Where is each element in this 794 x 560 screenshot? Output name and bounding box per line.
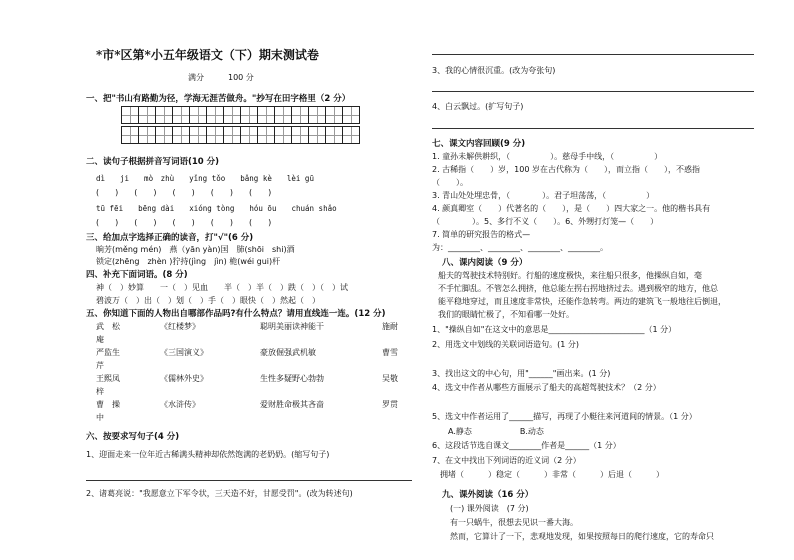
pinyin-row-1: dì ji mò zhù yǐng tǒo bǎng kè lèi gū — [96, 174, 314, 183]
section-7-heading: 七、课文内容回顾(9 分) — [432, 139, 526, 149]
recall-line[interactable]: 7. 简单的研究报告的格式— — [432, 230, 531, 239]
full-score: 满分 100 分 — [188, 73, 254, 82]
grid-cell[interactable] — [121, 106, 139, 124]
left-column — [82, 0, 412, 560]
answer-line[interactable] — [432, 54, 754, 55]
recall-line[interactable]: 1. 童孙未解供耕织，（ ）。慈母手中线，（ ） — [432, 152, 663, 161]
recall-line[interactable]: 4. 颜真卿室（ ）代著名的（ ），是（ ）四大家之一。他的楷书具有 — [432, 204, 711, 213]
pinyin-row-2: tū fēi bēng dài xióng tòng hóu ōu chuán shǎo — [96, 204, 337, 213]
grid-cell[interactable] — [138, 126, 156, 144]
match-trait[interactable]: 豪放倔强武机敏 — [260, 348, 316, 357]
grid-cell[interactable] — [206, 106, 224, 124]
grid-cell[interactable] — [291, 126, 309, 144]
section-1-heading: 一、把"书山有路勤为径，学海无涯苦做舟。"抄写在田字格里（2 分） — [86, 94, 351, 104]
reading-question[interactable]: 2、用选文中划线的关联词语造句。(1 分) — [432, 339, 579, 349]
grid-cell[interactable] — [325, 126, 343, 144]
extracurricular-paragraph-2: 然而，它算计了一下，悲观地发现，如果按照每日的爬行速度，它的寿命只 — [450, 532, 714, 541]
grid-cell[interactable] — [342, 106, 360, 124]
exam-title: *市*区第*小五年级语文（下）期末测试卷 — [96, 48, 319, 62]
match-work[interactable]: 《红楼梦》 — [160, 322, 200, 331]
tianzige-grid[interactable] — [122, 106, 360, 124]
grid-cell[interactable] — [325, 106, 343, 124]
tianzige-grid-row2[interactable] — [122, 126, 360, 144]
grid-cell[interactable] — [155, 106, 173, 124]
match-author[interactable]: 罗贯 — [382, 400, 398, 409]
reading-question[interactable]: 3、找出这文的中心句，用"______"画出来。(1 分) — [432, 368, 611, 378]
grid-cell[interactable] — [223, 106, 241, 124]
grid-cell[interactable] — [257, 126, 275, 144]
grid-cell[interactable] — [206, 126, 224, 144]
match-author[interactable]: 施耐 — [382, 322, 398, 331]
grid-cell[interactable] — [155, 126, 173, 144]
extracurricular-subheading: (一) 课外阅读 (7 分) — [450, 504, 529, 513]
section-6-heading: 六、按要求写句子(4 分) — [86, 432, 180, 442]
recall-line[interactable]: 为：________、________、________、________。 — [432, 243, 608, 252]
match-person[interactable]: 庵 — [96, 335, 104, 344]
section-5-heading: 五、你知道下面的人物出自哪部作品吗?有什么特点？请用直线连一连。(12 分) — [86, 309, 386, 319]
right-column — [428, 0, 758, 560]
answer-line[interactable] — [432, 128, 754, 129]
answer-blanks-row-2[interactable]: ( ) ( ) ( ) ( ) ( ) — [96, 218, 272, 227]
grid-cell[interactable] — [172, 126, 190, 144]
match-author[interactable]: 吴敬 — [382, 374, 398, 383]
match-person[interactable]: 芹 — [96, 361, 104, 370]
grid-cell[interactable] — [189, 106, 207, 124]
passage-line: 船夫的驾驶技术特别好。行船的速度极快，来往船只很多，他操纵自如，毫 — [438, 271, 702, 280]
passage-line: 不手忙脚乱。不管怎么拥挤，他总能左拐右拐地挤过去。遇到极窄的地方，他总 — [438, 284, 718, 293]
reading-question[interactable]: 6、这段话节选自课文________作者是______（1 分） — [432, 441, 621, 450]
section-3-heading: 三、给加点字选择正确的读音，打"√"(6 分) — [86, 233, 254, 243]
reading-question[interactable]: 5、选文中作者运用了______描写，再现了小艇往来河道间的情景。（1 分） — [432, 412, 697, 421]
grid-cell[interactable] — [189, 126, 207, 144]
match-person[interactable]: 武 松 — [96, 322, 120, 331]
grid-cell[interactable] — [138, 106, 156, 124]
recall-line[interactable]: （ ）。5、多行不义（ ）。6、外甥打灯笼—（ ） — [432, 217, 659, 226]
grid-cell[interactable] — [172, 106, 190, 124]
extracurricular-paragraph-1: 有一只蜗牛，很想去见识一番大海。 — [450, 518, 578, 527]
grid-cell[interactable] — [274, 126, 292, 144]
sentence-task-1: 1、迎面走来一位年近古稀满头精神却依然饱满的老奶奶。(缩写句子) — [86, 450, 330, 459]
grid-cell[interactable] — [291, 106, 309, 124]
idiom-line-1[interactable]: 神（ ）妙算 一（ ）见血 半（ ）半（ ）跌（ ）（ ）试 — [96, 283, 348, 292]
match-author[interactable]: 曹雪 — [382, 348, 398, 357]
match-work[interactable]: 《三国演义》 — [160, 348, 208, 357]
recall-line[interactable]: 3. 青山处处埋忠骨，（ ）。君子坦荡荡，（ ） — [432, 191, 655, 200]
idiom-line-2[interactable]: 碧波万（ ）出（ ）划（ ）手（ ）眼快（ ）然起（ ） — [96, 296, 320, 305]
match-person[interactable]: 曹 操 — [96, 400, 120, 409]
passage-line: 我们的眼睛忙极了，不知看哪一处好。 — [438, 310, 574, 319]
recall-line[interactable]: 2. 古稀指（ ）岁，100 岁在古代称为（ ），而立指（ ），不惑指 — [432, 165, 700, 174]
match-person[interactable]: 严监生 — [96, 348, 120, 357]
grid-cell[interactable] — [240, 126, 258, 144]
reading-question[interactable]: 1、"操纵自如"在这文中的意思是________________________（1 分） — [432, 325, 677, 334]
grid-cell[interactable] — [223, 126, 241, 144]
passage-line: 能平稳地穿过，而且速度非常快，还能作急转弯。两边的建筑飞一般地往后倒退， — [438, 297, 726, 306]
reading-question[interactable]: 7、在文中找出下列词语的近义词（2 分） — [432, 455, 581, 465]
reading-question[interactable]: A.静态 B.动态 — [432, 426, 544, 436]
section-4-heading: 四、补充下面词语。(8 分) — [86, 270, 188, 280]
pronunciation-line-1: 晌芳(měng mén) 燕（yān yàn)国 肺(shōi shi)酒 — [96, 245, 295, 254]
section-2-heading: 二、读句子根据拼音写词语(10 分) — [86, 157, 220, 167]
grid-cell[interactable] — [257, 106, 275, 124]
section-8-heading: 八、课内阅读（9 分） — [442, 258, 528, 268]
answer-line[interactable] — [86, 480, 412, 481]
grid-cell[interactable] — [121, 126, 139, 144]
grid-cell[interactable] — [308, 106, 326, 124]
match-person[interactable]: 王熙凤 — [96, 374, 120, 383]
pronunciation-line-2: 锁定(zhēng zhèn )狞持(jìng jìn) 桅(wéi gui)杆 — [96, 257, 281, 266]
grid-cell[interactable] — [274, 106, 292, 124]
grid-cell[interactable] — [342, 126, 360, 144]
sentence-task-2: 2、诸葛亮说："我愿意立下军令状，三天造不好，甘愿受罚"。(改为转述句) — [86, 489, 353, 498]
match-work[interactable]: 《儒林外史》 — [160, 374, 208, 383]
match-trait[interactable]: 爱财胜命极其吝啬 — [260, 400, 324, 409]
recall-line[interactable]: （ ）。 — [432, 178, 468, 187]
answer-line[interactable] — [432, 91, 754, 92]
match-trait[interactable]: 生性多疑野心勃勃 — [260, 374, 324, 383]
task-4-expand: 4、白云飘过。(扩写句子) — [432, 102, 524, 111]
section-9-heading: 九、课外阅读（16 分） — [442, 490, 534, 500]
grid-cell[interactable] — [308, 126, 326, 144]
reading-question[interactable]: 4、选文中作者从哪些方面展示了船夫的高超驾驶技术？（2 分） — [432, 383, 661, 392]
match-work[interactable]: 《水浒传》 — [160, 400, 200, 409]
match-trait[interactable]: 聪明美丽读神能干 — [260, 322, 324, 331]
grid-cell[interactable] — [240, 106, 258, 124]
task-3-exaggeration: 3、我的心情很沉重。(改为夸张句) — [432, 66, 556, 75]
match-person[interactable]: 梓 — [96, 387, 104, 396]
match-person[interactable]: 中 — [96, 413, 104, 422]
reading-question[interactable]: 拥堵（ ）稳定（ ）非常（ ）后退（ ） — [432, 470, 664, 479]
answer-blanks-row-1[interactable]: ( ) ( ) ( ) ( ) ( ) — [96, 188, 272, 197]
